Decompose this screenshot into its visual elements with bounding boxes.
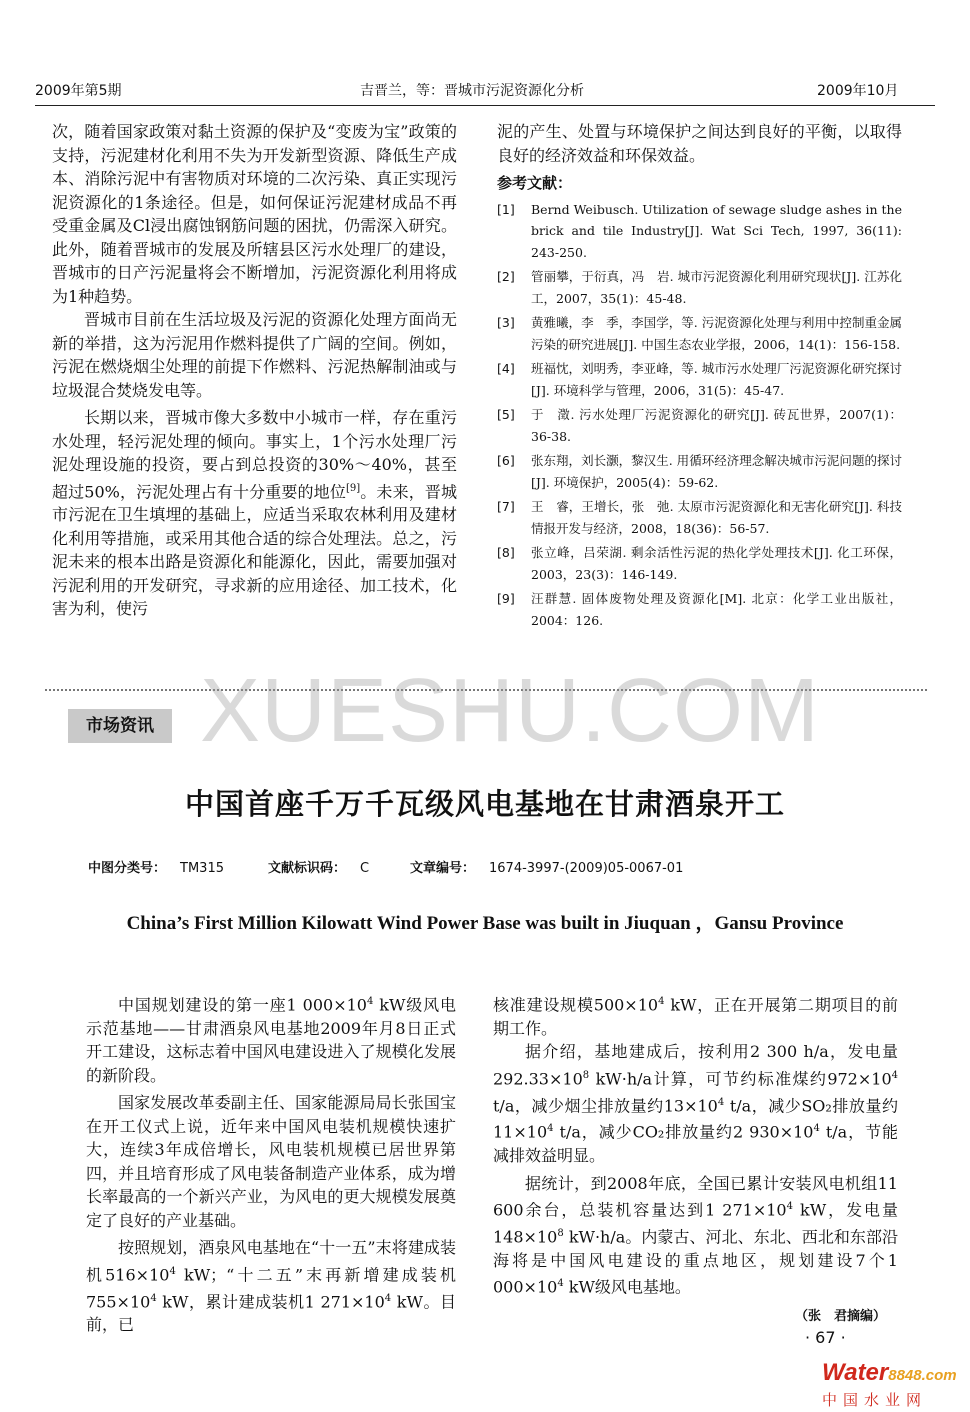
logo-wordmark xyxy=(822,1361,962,1388)
paragraph-text: 按照规划，酒泉风电基地在“十一五”末将建成装机516×10 xyxy=(86,1238,456,1285)
superscript: 4 xyxy=(891,1069,898,1081)
reference-item xyxy=(497,266,902,309)
reference-text: Bernd Weibusch. Utilization of sewage sludge ashes in the brick and tile Industry[J]. Wat Sci Tech, 1997, 36(11): 243-250. xyxy=(531,201,902,260)
reference-number: [2] xyxy=(497,269,515,284)
logo-chinese-name: 中国水业网 xyxy=(822,1391,928,1409)
paragraph-text: kW·h/a计算，可节约标准煤约972×10 xyxy=(589,1069,892,1089)
reference-text: 黄雅曦，李 季，李国学，等. 污泥资源化处理与利用中控制重金属污染的研究进展[J]. 中国生态农业学报，2006，14(1)：156-158. xyxy=(531,315,902,352)
paragraph-text: kW，正在开展第二期项目的前期工作。 xyxy=(493,995,898,1038)
reference-item xyxy=(497,588,902,631)
meta-value: C xyxy=(360,861,370,876)
paragraph-text: 核准建设规模500×10 xyxy=(493,995,659,1015)
article-right-column xyxy=(493,990,898,1329)
paragraph-text: t/a，减少CO₂排放量约2 930×10 xyxy=(553,1122,814,1142)
paragraph-text: 。未来，晋城市污泥在卫生填埋的基础上，应适当采取农林利用及建材化利用等措施，或采用其他合适的综合处理法。总之，污泥未来的根本出路是资源化和能源化，因此，需要加强对污泥利用的开发研究，寻求新的应用途径、加工技术，化害为利，使污 xyxy=(52,481,457,619)
paragraph-text: t/a，减少SO₂排放量约11×10 xyxy=(493,1095,898,1142)
superscript: 4 xyxy=(813,1123,820,1135)
reference-text: 张东翔，刘长灏，黎汉生. 用循环经济理念解决城市污泥问题的探讨[J]. 环境保护，2005(4)：59-62. xyxy=(531,453,902,490)
superscript: 4 xyxy=(384,1292,392,1304)
paragraph-text: t/a，节能减排效益明显。 xyxy=(493,1122,898,1166)
paragraph-text: 据介绍，基地建成后，按利用2 300 h/a，发电量292.33×10 xyxy=(493,1042,898,1089)
paragraph-text: kW级风电示范基地——甘肃酒泉风电基地2009年月8日正式开工建设，这标志着中国风电建设进入了规模化发展的新阶段。 xyxy=(86,995,456,1085)
reference-item xyxy=(497,450,902,493)
paragraph xyxy=(86,990,456,1087)
reference-list xyxy=(497,199,902,632)
meta-doc-code xyxy=(268,857,369,876)
upper-left-column xyxy=(52,120,457,621)
reference-item xyxy=(497,199,902,264)
reference-text: 汪群慧. 固体废物处理及资源化[M]. 北京：化学工业出版社，2004：126. xyxy=(531,591,902,628)
reference-item xyxy=(497,404,902,447)
reference-number: [7] xyxy=(497,499,515,514)
paragraph-text: 长期以来，晋城市像大多数中小城市一样，存在重污水处理，轻污泥处理的倾向。事实上，1个污水处理厂污泥处理设施的投资，要占到总投资的30%～40%，甚至超过50%，污泥处理占有十分重要的地位 xyxy=(52,408,457,501)
article-left-column xyxy=(86,990,456,1337)
reference-item xyxy=(497,542,902,585)
paragraph-text: t/a，减少烟尘排放量约13×10 xyxy=(493,1095,718,1115)
paragraph-text: kW，累计建成装机1 271×10 xyxy=(156,1291,385,1311)
article-title: 中国首座千万千瓦级风电基地在甘肃酒泉开工 xyxy=(184,787,785,821)
reference-number: [5] xyxy=(497,407,515,422)
reference-number: [4] xyxy=(497,361,515,376)
paragraph xyxy=(493,1172,898,1299)
running-header-issue: 2009年第5期 xyxy=(35,83,122,99)
editor-byline: （张 君摘编） xyxy=(794,1309,886,1325)
reference-number: [3] xyxy=(497,315,515,330)
superscript: 8 xyxy=(557,1228,564,1240)
superscript: 4 xyxy=(547,1123,554,1135)
superscript: 4 xyxy=(717,1096,725,1108)
paragraph: 泥的产生、处置与环境保护之间达到良好的平衡，以取得良好的经济效益和环保效益。 xyxy=(497,122,902,165)
meta-label: 文献标识码： xyxy=(268,861,347,876)
page-number: · 67 · xyxy=(805,1328,846,1347)
reference-number: [8] xyxy=(497,545,515,560)
paragraph-text: 中国规划建设的第一座1 000×10 xyxy=(118,995,367,1015)
superscript: 8 xyxy=(582,1069,590,1081)
reference-text: 班福忱，刘明秀，李亚峰，等. 城市污水处理厂污泥资源化研究探讨[J]. 环境科学与管理，2006，31(5)：45-47. xyxy=(531,361,902,398)
paragraph-text: kW，发电量148×10 xyxy=(493,1200,898,1247)
watermark: XUESHU.COM xyxy=(199,661,821,761)
paragraph-text: kW·h/a。内蒙古、河北、东北、西北和东部沿海将是中国风电建设的重点地区，规划建设7个1 000×10 xyxy=(493,1227,898,1297)
running-header-title: 吉晋兰，等：晋城市污泥资源化分析 xyxy=(360,83,584,99)
upper-right-column xyxy=(497,120,902,631)
reference-text: 于 澂. 污水处理厂污泥资源化的研究[J]. 砖瓦世界，2007(1)：36-38. xyxy=(531,407,902,444)
reference-item xyxy=(497,358,902,401)
paragraph-text: 据统计，到2008年底，全国已累计安装风电机组11 600余台，总装机容量达到1 271×10 xyxy=(493,1173,898,1220)
meta-label: 文章编号： xyxy=(410,861,476,876)
references-heading: 参考文献： xyxy=(497,174,573,192)
superscript: 4 xyxy=(366,996,374,1007)
paragraph: 国家发展改革委副主任、国家能源局局长张国宝在开工仪式上说，近年来中国风电装机规模快速扩大，连续3年成倍增长，风电装机规模已居世界第四，并且培育形成了风电装备制造产业体系，成为增长率最高的一个新兴产业，为风电的更大规模发展奠定了良好的产业基础。 xyxy=(86,1093,456,1230)
running-header-date: 2009年10月 xyxy=(817,83,899,99)
reference-number: [6] xyxy=(497,453,515,468)
paragraph-text: kW；“十二五”末再新增建成装机755×10 xyxy=(86,1265,456,1311)
paragraph xyxy=(493,990,898,1040)
superscript: 4 xyxy=(169,1265,176,1277)
reference-number: [1] xyxy=(497,201,515,217)
reference-item xyxy=(497,312,902,355)
reference-text: 管丽攀，于衍真，冯 岩. 城市污泥资源化利用研究现状[J]. 江苏化工，2007，35(1)：45-48. xyxy=(531,269,902,306)
logo-suffix: .com xyxy=(921,1367,957,1384)
paragraph xyxy=(493,1040,898,1167)
reference-number: [9] xyxy=(497,591,515,606)
paragraph xyxy=(86,1236,456,1337)
reference-text: 王 睿，王增长，张 弛. 太原市污泥资源化和无害化研究[J]. 科技情报开发与经济，2008，18(36)：56-57. xyxy=(531,499,902,536)
meta-clc xyxy=(88,857,224,876)
meta-label: 中图分类号： xyxy=(88,861,167,876)
paragraph: 次，随着国家政策对黏土资源的保护及“变废为宝”政策的支持，污泥建材化利用不失为开发新型资源、降低生产成本、消除污泥中有害物质对环境的二次污染、真正实现污泥资源化的1条途径。但是，如何保证污泥建材成品不再受重金属及Cl浸出腐蚀钢筋问题的困扰，仍需深入研究。此外，随着晋城市的发展及所辖县区污水处理厂的建设，晋城市的日产污泥量将会不断增加，污泥资源化利用将成为1种趋势。 xyxy=(52,122,457,306)
meta-value: TM315 xyxy=(180,861,224,876)
superscript: 4 xyxy=(786,1201,793,1213)
reference-text: 张立峰，吕荣湖. 剩余活性污泥的热化学处理技术[J]. 化工环保，2003，23(3)：146-149. xyxy=(531,545,902,582)
meta-value: 1674-3997-(2009)05-0067-01 xyxy=(489,861,684,876)
site-logo xyxy=(822,1361,962,1410)
section-tag: 市场资讯 xyxy=(68,709,172,743)
citation-marker: [9] xyxy=(345,482,361,494)
paragraph: 晋城市目前在生活垃圾及污泥的资源化处理方面尚无新的举措，这为污泥用作燃料提供了广阔的空间。例如，污泥在燃烧烟尘处理的前提下作燃料、污泥热解制油或与垃圾混合焚烧发电等。 xyxy=(52,310,457,400)
logo-digits: 8848 xyxy=(888,1367,922,1384)
superscript: 4 xyxy=(150,1292,157,1304)
paragraph xyxy=(52,406,457,621)
article-english-title: China’s First Million Kilowatt Wind Power Base was built in Jiuquan ，Gansu Province xyxy=(126,913,844,934)
header-rule xyxy=(35,105,935,106)
logo-word: Water xyxy=(822,1359,889,1386)
superscript: 4 xyxy=(658,996,665,1007)
superscript: 4 xyxy=(557,1278,564,1290)
paragraph-text: kW级风电基地。 xyxy=(563,1277,691,1297)
paragraph-text: kW。目前，已 xyxy=(86,1291,456,1335)
meta-article-id xyxy=(410,857,683,876)
reference-item xyxy=(497,496,902,539)
